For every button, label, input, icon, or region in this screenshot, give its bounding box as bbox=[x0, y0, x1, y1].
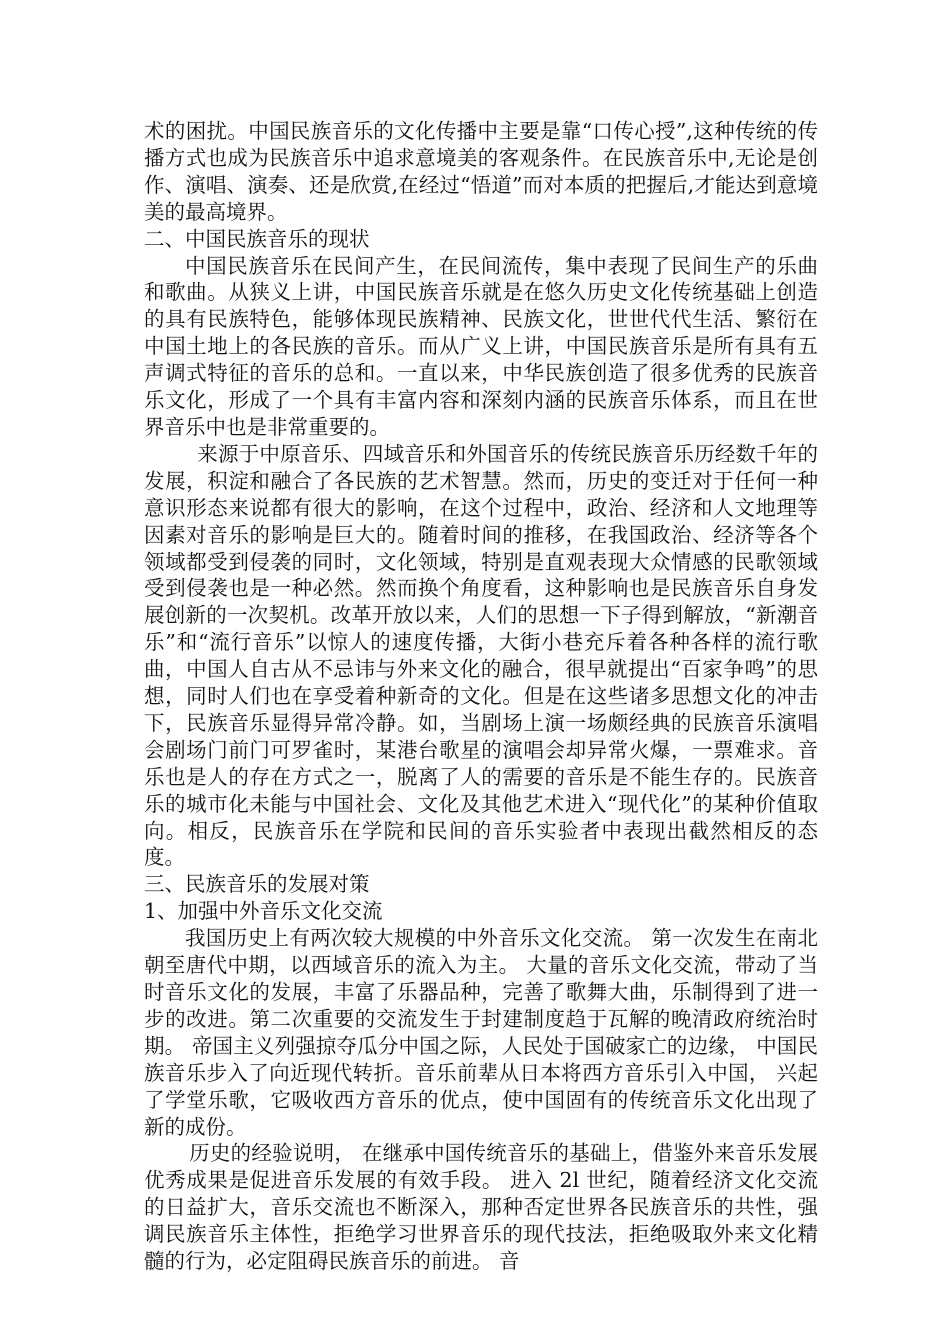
paragraph-status-definition: 中国民族音乐在民间产生，在民间流传，集中表现了民间生产的乐曲和歌曲。从狭义上讲，中国民族音乐就是在悠久历史文化传统基础上创造的具有民族特色，能够体现民族精神、民族文化，世世代代生活、繁衍在中国土地上的各民族的音乐。而从广义上讲，中国民族音乐是所有具有五声调式特征的音乐的总和。一直以来，中华民族创造了很多优秀的民族音乐文化，形成了一个具有丰富内容和深刻内涵的民族音乐体系，而且在世界音乐中也是非常重要的。 bbox=[144, 253, 818, 439]
paragraph-exchange-lesson: 历史的经验说明， 在继承中国传统音乐的基础上，借鉴外来音乐发展优秀成果是促进音乐发展的有效手段。 进入 2l 世纪，随着经济文化交流的日益扩大，音乐交流也不断深入，那种否定世界各民族音乐的共性，强调民族音乐主体性，拒绝学习世界音乐的现代技法，拒绝吸取外来文化精髓的行为，必定阻碍民族音乐的前进。 音 bbox=[144, 1141, 818, 1274]
section-heading-2: 二、中国民族音乐的现状 bbox=[144, 226, 370, 251]
paragraph-exchange-history: 我国历史上有两次较大规模的中外音乐文化交流。 第一次发生在南北朝至唐代中期，以西域音乐的流入为主。 大量的音乐文化交流，带动了当时音乐文化的发展，丰富了乐器品种，完善了歌舞大曲，乐制得到了进一步的改进。第二次重要的交流发生于封建制度趋于瓦解的晚清政府统治时期。 帝国主义列强掠夺瓜分中国之际，人民处于国破家亡的边缘， 中国民族音乐步入了向近现代转折。音乐前辈从日本将西方音乐引入中国， 兴起了学堂乐歌，它吸收西方音乐的优点，使中国固有的传统音乐文化出现了新的成份。 bbox=[144, 926, 818, 1139]
subsection-heading-1: 1、加强中外音乐文化交流 bbox=[144, 899, 383, 924]
document-body bbox=[144, 118, 818, 1275]
paragraph-status-impact: 来源于中原音乐、四域音乐和外国音乐的传统民族音乐历经数千年的发展，积淀和融合了各民族的艺术智慧。然而，历史的变迁对于任何一种意识形态来说都有很大的影响，在这个过程中，政治、经济和人文地理等因素对音乐的影响是巨大的。随着时间的推移，在我国政治、经济等各个领域都受到侵袭的同时，文化领域，特别是直观表现大众情感的民歌领域受到侵袭也是一种必然。然而换个角度看，这种影响也是民族音乐自身发展创新的一次契机。改革开放以来，人们的思想一下子得到解放，“新潮音乐”和“流行音乐”以惊人的速度传播，大街小巷充斥着各种各样的流行歌曲，中国人自古从不忌讳与外来文化的融合，很早就提出“百家争鸣”的思想，同时人们也在享受着种新奇的文化。但是在这些诸多思想文化的冲击下，民族音乐显得异常冷静。如，当剧场上演一场颇经典的民族音乐演唱会剧场门前门可罗雀时，某港台歌星的演唱会却异常火爆，一票难求。音乐也是人的存在方式之一，脱离了人的需要的音乐是不能生存的。民族音乐的城市化未能与中国社会、文化及其他艺术进入“现代化”的某种价值取向。相反，民族音乐在学院和民间的音乐实验者中表现出截然相反的态度。 bbox=[144, 441, 818, 870]
paragraph-continuation: 术的困扰。中国民族音乐的文化传播中主要是靠“口传心授”,这种传统的传播方式也成为民族音乐中追求意境美的客观条件。在民族音乐中,无论是创作、演唱、演奏、还是欣赏,在经过“悟道”而对本质的把握后,才能达到意境美的最高境界。 bbox=[144, 119, 818, 224]
section-heading-3: 三、民族音乐的发展对策 bbox=[144, 872, 370, 897]
